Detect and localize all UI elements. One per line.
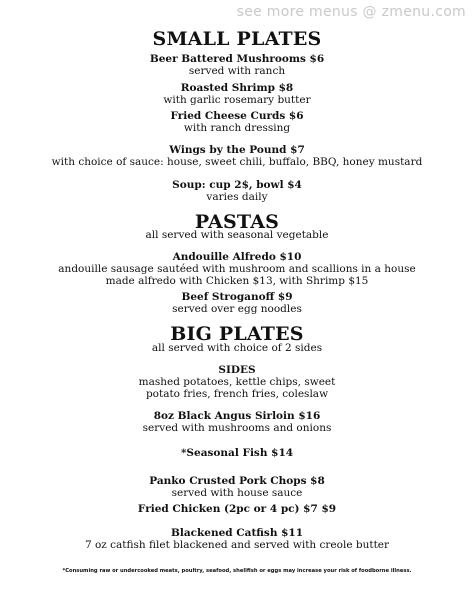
item-name: Panko Crusted Pork Chops $8	[149, 475, 325, 487]
section-title-small-plates: SMALL PLATES	[152, 28, 322, 50]
watermark: see more menus @ zmenu.com	[236, 4, 466, 20]
item-name: Blackened Catfish $11	[170, 527, 304, 539]
section-subtitle: all served with seasonal vegetable	[145, 229, 329, 241]
section-subtitle: all served with choice of 2 sides	[151, 342, 323, 354]
item-description: with choice of sauce: house, sweet chili, buffalo, BBQ, honey mustard	[51, 156, 423, 168]
item-description: with ranch dressing	[183, 122, 291, 134]
item-name: Beer Battered Mushrooms $6	[149, 53, 325, 65]
item-name: 8oz Black Angus Sirloin $16	[153, 410, 321, 422]
item-description: served with mushrooms and onions	[142, 422, 332, 434]
foodborne-illness-disclaimer: *Consuming raw or undercooked meats, poultry, seafood, shellfish or eggs may increase your risk of foodborne illness.	[62, 568, 412, 574]
sides-description: potato fries, french fries, coleslaw	[145, 388, 329, 400]
sides-description: mashed potatoes, kettle chips, sweet	[138, 376, 336, 388]
item-description: made alfredo with Chicken $13, with Shrimp $15	[105, 275, 369, 287]
section-title-pastas: PASTAS	[194, 211, 280, 233]
item-description: varies daily	[206, 191, 268, 203]
item-name: Roasted Shrimp $8	[180, 82, 294, 94]
item-name: Wings by the Pound $7	[169, 144, 305, 156]
item-description: served with house sauce	[171, 487, 303, 499]
item-name: Andouille Alfredo $10	[172, 251, 302, 263]
item-name: Fried Chicken (2pc or 4 pc) $7 $9	[137, 503, 337, 515]
item-description: 7 oz catfish filet blackened and served with creole butter	[84, 539, 390, 551]
item-description: served with ranch	[188, 65, 286, 77]
item-name: Soup: cup 2$, bowl $4	[172, 179, 302, 191]
section-title-big-plates: BIG PLATES	[170, 323, 304, 345]
item-name: *Seasonal Fish $14	[180, 447, 294, 459]
item-name: Fried Cheese Curds $6	[170, 110, 304, 122]
item-name: Beef Stroganoff $9	[181, 291, 293, 303]
item-description: with garlic rosemary butter	[163, 94, 311, 106]
item-description: andouille sausage sautéed with mushroom and scallions in a house	[58, 263, 416, 275]
sides-heading: SIDES	[218, 364, 256, 376]
item-description: served over egg noodles	[172, 303, 302, 315]
